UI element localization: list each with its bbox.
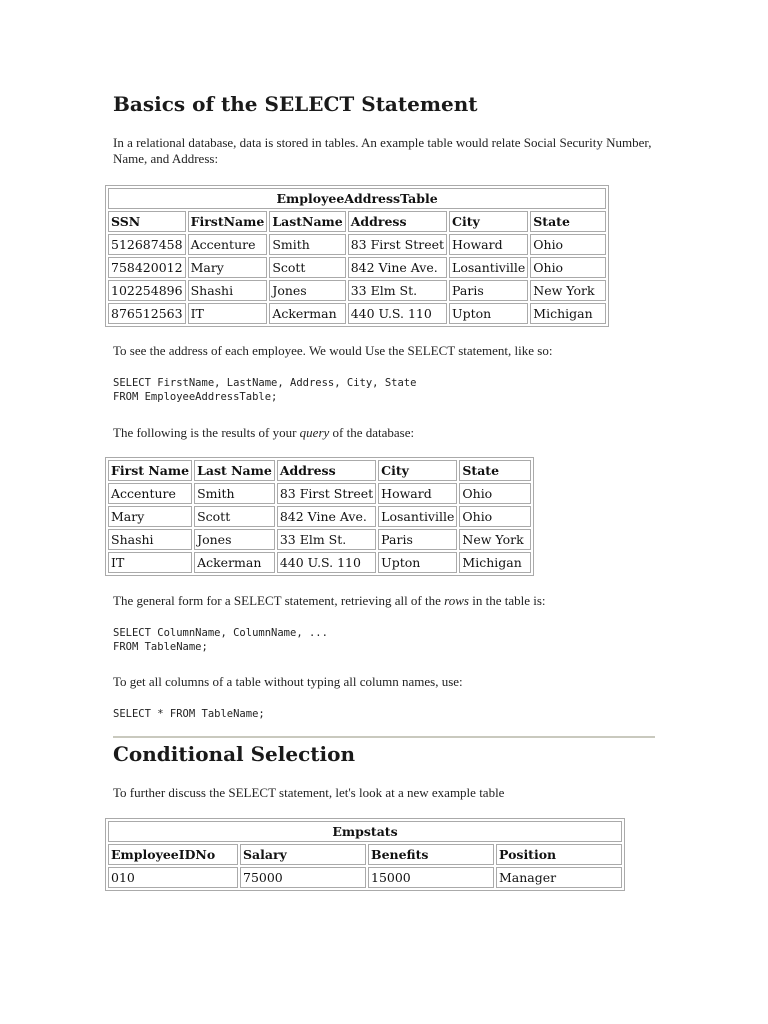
table-cell: Ohio — [459, 483, 531, 504]
table-row — [108, 257, 606, 278]
table-row — [108, 303, 606, 324]
query-results-table — [105, 457, 534, 576]
column-header: State — [530, 211, 606, 232]
column-header: State — [459, 460, 531, 481]
table-row — [108, 552, 531, 573]
table-cell: Paris — [378, 529, 457, 550]
table-cell: 440 U.S. 110 — [348, 303, 447, 324]
table-cell: Ohio — [459, 506, 531, 527]
table-cell: Ackerman — [194, 552, 275, 573]
code-line: SELECT * FROM TableName; — [113, 708, 265, 720]
column-header: EmployeeIDNo — [108, 844, 238, 865]
see-address-paragraph: To see the address of each employee. We would Use the SELECT statement, like so: — [113, 343, 553, 358]
table-cell: 758420012 — [108, 257, 186, 278]
table-cell: 102254896 — [108, 280, 186, 301]
table-row — [108, 867, 622, 888]
table-caption: Empstats — [108, 821, 622, 842]
column-header: Benefits — [368, 844, 494, 865]
table-cell: Paris — [449, 280, 528, 301]
code-line: SELECT FirstName, LastName, Address, City, State — [113, 377, 417, 389]
table-cell: Smith — [269, 234, 345, 255]
column-header: FirstName — [188, 211, 268, 232]
table-cell: Howard — [449, 234, 528, 255]
table-cell: 842 Vine Ave. — [348, 257, 447, 278]
text-run: The general form for a SELECT statement, retrieving all of the — [113, 593, 445, 608]
code-line: FROM TableName; — [113, 641, 208, 653]
text-run: in the table is: — [468, 593, 546, 608]
column-header: Last Name — [194, 460, 275, 481]
table-cell: Ohio — [530, 234, 606, 255]
table-row — [108, 234, 606, 255]
results-paragraph — [113, 425, 673, 441]
text-run: of the database: — [329, 425, 415, 440]
table-cell: Accenture — [188, 234, 268, 255]
table-header-row — [108, 844, 622, 865]
column-header: Address — [348, 211, 447, 232]
table-cell: Mary — [108, 506, 192, 527]
employee-address-table — [105, 185, 609, 327]
table-cell: 876512563 — [108, 303, 186, 324]
table-cell: Mary — [188, 257, 268, 278]
column-header: Position — [496, 844, 622, 865]
table-cell: 440 U.S. 110 — [277, 552, 376, 573]
table-cell: Ackerman — [269, 303, 345, 324]
column-header: First Name — [108, 460, 192, 481]
table-row — [108, 506, 531, 527]
section-title-basics: Basics of the SELECT Statement — [113, 92, 478, 116]
table-cell: Shashi — [108, 529, 192, 550]
table-cell: Losantiville — [378, 506, 457, 527]
table-cell: 512687458 — [108, 234, 186, 255]
general-form-paragraph — [113, 593, 673, 609]
table-cell: Howard — [378, 483, 457, 504]
table-cell: Scott — [269, 257, 345, 278]
code-block-general-form — [113, 626, 328, 654]
table-cell: 33 Elm St. — [348, 280, 447, 301]
empstats-table — [105, 818, 625, 891]
table-cell: Shashi — [188, 280, 268, 301]
table-cell: IT — [108, 552, 192, 573]
table-cell: Accenture — [108, 483, 192, 504]
table-header-row — [108, 460, 531, 481]
column-header: Salary — [240, 844, 366, 865]
table-cell: Upton — [378, 552, 457, 573]
table-cell: Scott — [194, 506, 275, 527]
column-header: City — [449, 211, 528, 232]
table-cell: Upton — [449, 303, 528, 324]
text-run: The following is the results of your — [113, 425, 300, 440]
section-title-conditional: Conditional Selection — [113, 742, 356, 766]
table-cell: Smith — [194, 483, 275, 504]
table-cell: 15000 — [368, 867, 494, 888]
table-header-row — [108, 211, 606, 232]
section-divider — [113, 736, 655, 738]
code-block-select-columns — [113, 376, 416, 404]
all-columns-paragraph: To get all columns of a table without typing all column names, use: — [113, 674, 463, 689]
emphasis-text: rows — [444, 593, 469, 608]
table-cell: 33 Elm St. — [277, 529, 376, 550]
table-cell: Jones — [269, 280, 345, 301]
table-cell: New York — [459, 529, 531, 550]
table-cell: IT — [188, 303, 268, 324]
column-header: SSN — [108, 211, 186, 232]
table-cell: Michigan — [459, 552, 531, 573]
table-cell: 83 First Street — [348, 234, 447, 255]
code-block-select-all — [113, 707, 265, 721]
table-cell: 842 Vine Ave. — [277, 506, 376, 527]
table-cell: Michigan — [530, 303, 606, 324]
table-cell: Jones — [194, 529, 275, 550]
table-cell: Manager — [496, 867, 622, 888]
emphasis-text: query — [299, 425, 330, 440]
table-cell: 83 First Street — [277, 483, 376, 504]
table-cell: Ohio — [530, 257, 606, 278]
column-header: LastName — [269, 211, 345, 232]
table-cell: New York — [530, 280, 606, 301]
code-line: SELECT ColumnName, ColumnName, ... — [113, 627, 328, 639]
table-row — [108, 483, 531, 504]
column-header: Address — [277, 460, 376, 481]
intro-paragraph: In a relational database, data is stored in tables. An example table would relate Social Security Number, Name, and Address: — [113, 135, 652, 166]
table-row — [108, 529, 531, 550]
column-header: City — [378, 460, 457, 481]
table-row — [108, 280, 606, 301]
code-line: FROM EmployeeAddressTable; — [113, 391, 278, 403]
table-cell: Losantiville — [449, 257, 528, 278]
new-table-paragraph: To further discuss the SELECT statement, let's look at a new example table — [113, 785, 505, 800]
table-caption: EmployeeAddressTable — [108, 188, 606, 209]
table-cell: 75000 — [240, 867, 366, 888]
table-cell: 010 — [108, 867, 238, 888]
